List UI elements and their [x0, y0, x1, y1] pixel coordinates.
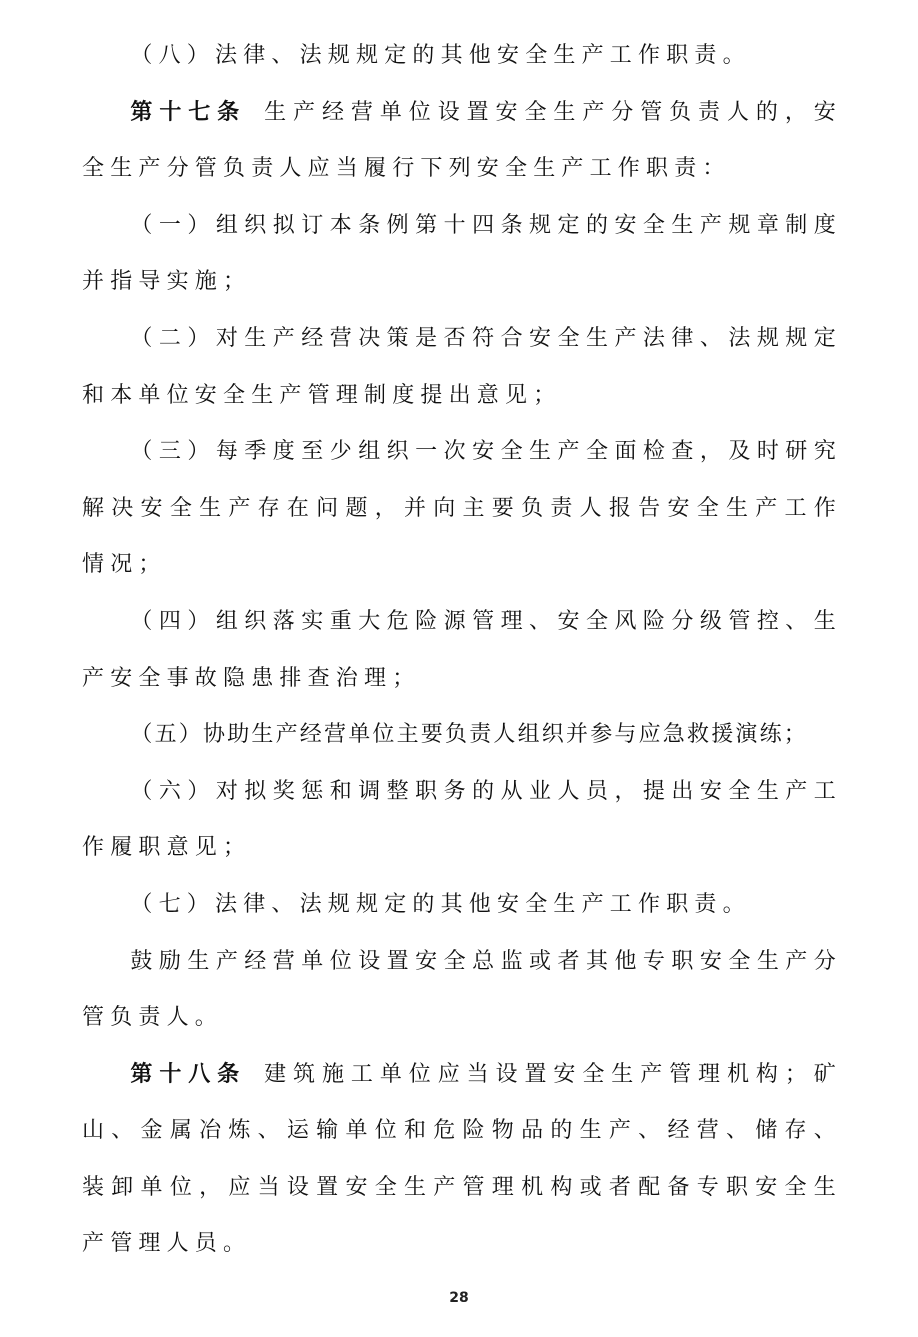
document-body	[82, 28, 842, 1273]
paragraph-text: （六）对拟奖惩和调整职务的从业人员，提出安全生产工作履职意见；	[82, 778, 842, 861]
article-heading: 第十七条	[130, 99, 247, 125]
article-18	[82, 1047, 842, 1273]
page-number: 28	[449, 1290, 469, 1306]
paragraph-text: （七）法律、法规规定的其他安全生产工作职责。	[130, 891, 751, 917]
paragraph-encourage	[82, 934, 842, 1047]
paragraph-text: （三）每季度至少组织一次安全生产全面检查，及时研究解决安全生产存在问题，并向主要负责人报告安全生产工作情况；	[82, 439, 842, 578]
paragraph-text: 建筑施工单位应当设置安全生产管理机构；矿山、金属冶炼、运输单位和危险物品的生产、经营、储存、装卸单位，应当设置安全生产管理机构或者配备专职安全生产管理人员。	[82, 1061, 842, 1257]
paragraph-item-8	[82, 28, 842, 85]
paragraph-item-6	[82, 764, 842, 877]
paragraph-text: （五）协助生产经营单位主要负责人组织并参与应急救援演练；	[130, 722, 808, 748]
paragraph-item-3	[82, 424, 842, 594]
paragraph-text: （八）法律、法规规定的其他安全生产工作职责。	[130, 43, 751, 68]
article-heading: 第十八条	[130, 1061, 247, 1087]
paragraph-text: （二）对生产经营决策是否符合安全生产法律、法规规定和本单位安全生产管理制度提出意见；	[82, 325, 842, 408]
paragraph-item-7	[82, 877, 842, 934]
article-17	[82, 85, 842, 198]
paragraph-item-2	[82, 311, 842, 424]
paragraph-text: （四）组织落实重大危险源管理、安全风险分级管控、生产安全事故隐患排查治理；	[82, 608, 842, 691]
paragraph-text: 鼓励生产经营单位设置安全总监或者其他专职安全生产分管负责人。	[82, 948, 842, 1031]
paragraph-text: （一）组织拟订本条例第十四条规定的安全生产规章制度并指导实施；	[82, 212, 842, 295]
paragraph-text: 生产经营单位设置安全生产分管负责人的，安全生产分管负责人应当履行下列安全生产工作职责：	[82, 99, 842, 182]
paragraph-item-1	[82, 198, 842, 311]
paragraph-item-4	[82, 594, 842, 707]
paragraph-item-5	[82, 707, 842, 764]
